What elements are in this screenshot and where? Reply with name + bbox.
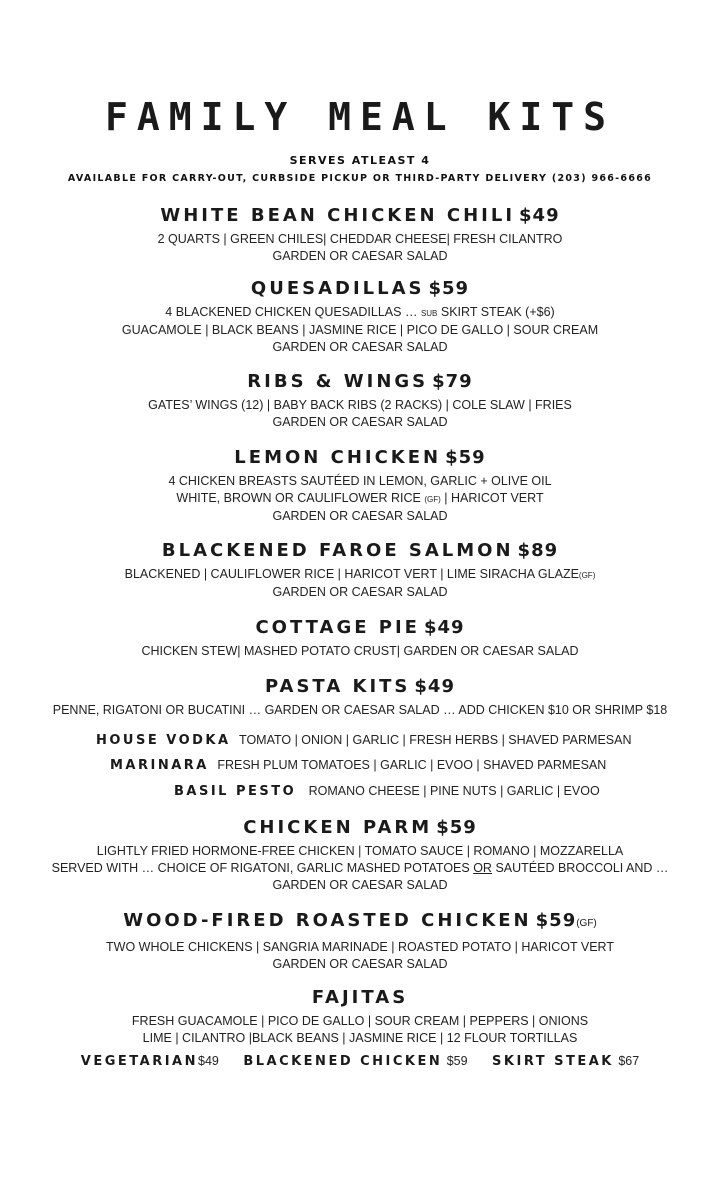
gluten-free-tag: (GF) [578,571,596,580]
item-name: BLACKENED FAROE SALMON [161,540,514,561]
item-name: QUESADILLAS [250,278,425,299]
fajita-option-name: VEGETARIAN [80,1054,198,1069]
item-side: GARDEN OR CAESAR SALAD [272,878,448,892]
option-name: HOUSE VODKA [96,733,231,748]
item-name: COTTAGE PIE [255,617,420,638]
menu-item-pasta-kits [0,675,720,719]
or-emphasis: OR [473,861,492,875]
item-side: GARDEN OR CAESAR SALAD [272,249,448,263]
item-side: GARDEN OR CAESAR SALAD [272,585,448,599]
item-heading [0,446,720,470]
item-description: TWO WHOLE CHICKENS | SANGRIA MARINADE | ROASTED POTATO | HARICOT VERT [106,940,614,954]
item-heading [0,370,720,394]
item-heading [0,539,720,563]
item-description: CHICKEN STEW| MASHED POTATO CRUST| GARDEN OR CAESAR SALAD [141,644,579,658]
item-price: $59 [436,817,477,838]
page-title: FAMILY MEAL KITS [104,95,616,139]
menu-item-quesadillas [0,277,720,356]
item-description: LIGHTLY FRIED HORMONE-FREE CHICKEN | TOMATO SAUCE | ROMANO | MOZZARELLA [96,844,624,858]
item-heading [0,909,720,936]
fajita-option-name: BLACKENED CHICKEN [243,1054,443,1069]
pasta-option-basil-pesto [174,782,600,800]
item-description: WHITE, BROWN OR CAULIFLOWER RICE (GF) | HARICOT VERT [176,491,544,505]
item-price: $59 [445,447,486,468]
item-price: $49 [414,676,455,697]
item-price: $79 [432,371,473,392]
item-side: GARDEN OR CAESAR SALAD [272,340,448,354]
item-price: $89 [517,540,559,561]
menu-item-ribs-wings [0,370,720,431]
item-name: PASTA KITS [265,676,411,697]
item-description: 4 BLACKENED CHICKEN QUESADILLAS … SUB SKIRT STEAK (+$6) [165,305,555,319]
gluten-free-tag: (GF) [576,918,597,929]
item-side: GARDEN OR CAESAR SALAD [272,509,448,523]
item-description: FRESH GUACAMOLE | PICO DE GALLO | SOUR CREAM | PEPPERS | ONIONS [131,1014,589,1028]
menu-item-lemon-chicken [0,446,720,525]
availability-note: AVAILABLE FOR CARRY-OUT, CURBSIDE PICKUP OR THIRD-PARTY DELIVERY (203) 966-6666 [67,173,653,184]
item-description: 4 CHICKEN BREASTS SAUTÉED IN LEMON, GARLIC + OLIVE OIL [168,474,552,488]
item-name: LEMON CHICKEN [234,447,442,468]
item-side: GARDEN OR CAESAR SALAD [272,957,448,971]
sub-label: SUB [420,309,438,318]
menu-item-fajitas [0,986,720,1047]
menu-item-chicken-parm [0,816,720,894]
item-price: $49 [519,205,560,226]
option-name: MARINARA [110,758,209,773]
fajita-option-price: $49 [198,1054,219,1068]
fajita-option-name: SKIRT STEAK [492,1054,614,1069]
pasta-option-house-vodka [96,731,631,749]
item-heading [0,204,720,228]
fajita-option-price: $59 [446,1054,468,1068]
item-name: WHITE BEAN CHICKEN CHILI [160,205,516,226]
item-heading [0,816,720,840]
item-name: RIBS & WINGS [247,371,429,392]
item-heading [0,616,720,640]
item-description: LIME | CILANTRO |BLACK BEANS | JASMINE RICE | 12 FLOUR TORTILLAS [142,1031,578,1045]
item-name: CHICKEN PARM [243,817,433,838]
option-description: ROMANO CHEESE | PINE NUTS | GARLIC | EVOO [308,784,600,798]
menu-item-cottage-pie [0,616,720,660]
item-description: SERVED WITH … CHOICE OF RIGATONI, GARLIC MASHED POTATOES OR SAUTÉED BROCCOLI AND … [51,861,669,875]
menu-item-salmon [0,539,720,601]
item-side: GARDEN OR CAESAR SALAD [272,415,448,429]
item-description: PENNE, RIGATONI OR BUCATINI … GARDEN OR CAESAR SALAD … ADD CHICKEN $10 OR SHRIMP $18 [52,703,668,717]
item-name: WOOD-FIRED ROASTED CHICKEN [123,910,532,931]
item-price: $59 [428,278,470,299]
item-heading [0,675,720,699]
item-name: FAJITAS [311,987,409,1008]
pasta-option-marinara [110,756,606,774]
item-description: GUACAMOLE | BLACK BEANS | JASMINE RICE | PICO DE GALLO | SOUR CREAM [121,323,599,337]
menu-item-roasted-chicken [0,909,720,973]
fajita-option-price: $67 [618,1054,640,1068]
item-price: $59 [535,910,577,931]
fajita-options [0,1052,720,1070]
item-heading [0,277,720,301]
item-price: $49 [423,617,465,638]
option-description: FRESH PLUM TOMATOES | GARLIC | EVOO | SHAVED PARMESAN [217,758,607,772]
menu-item-chili [0,204,720,265]
item-description: GATES’ WINGS (12) | BABY BACK RIBS (2 RACKS) | COLE SLAW | FRIES [148,398,572,412]
option-name: BASIL PESTO [174,784,297,799]
gluten-free-tag: (GF) [424,495,441,504]
item-heading [0,986,720,1010]
option-description: TOMATO | ONION | GARLIC | FRESH HERBS | SHAVED PARMESAN [239,733,632,747]
serves-note: SERVES ATLEAST 4 [289,154,431,167]
item-description: 2 QUARTS | GREEN CHILES| CHEDDAR CHEESE| FRESH CILANTRO [157,232,563,246]
item-description: BLACKENED | CAULIFLOWER RICE | HARICOT VERT | LIME SIRACHA GLAZE(GF) [124,567,596,581]
